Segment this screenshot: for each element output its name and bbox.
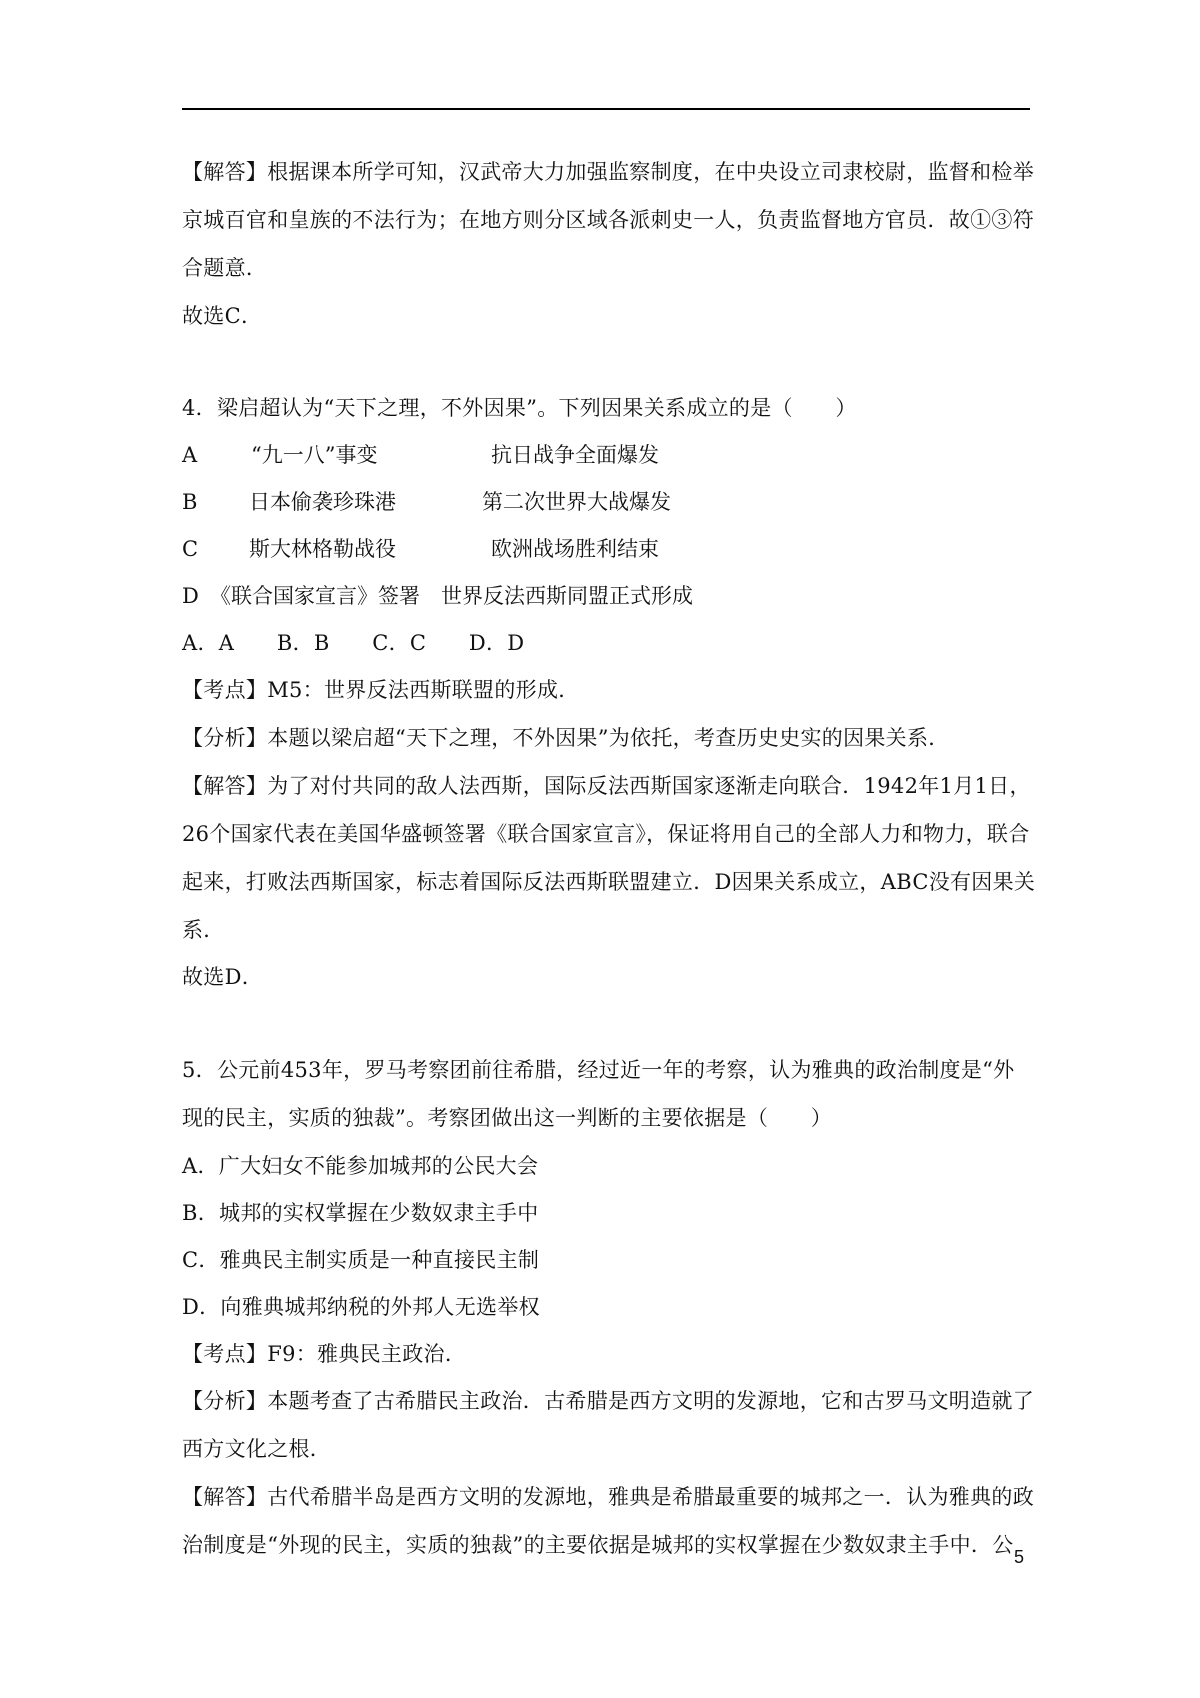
- q4-choice: 故选D．: [182, 965, 264, 989]
- q5-option-d: D．向雅典城邦纳税的外邦人无选举权: [182, 1295, 540, 1319]
- q4-answer-choices: A．A B．B C．C D．D: [182, 631, 525, 655]
- q4-option-a-letter: A: [182, 443, 198, 467]
- q5-fenxi-line-1: 【分析】本题考查了古希腊民主政治．古希腊是西方文明的发源地，它和古罗马文明造就了: [182, 1389, 1034, 1413]
- q5-stem-line-1: 5．公元前453年，罗马考察团前往希腊，经过近一年的考察，认为雅典的政治制度是“外: [182, 1058, 1015, 1082]
- q4-jieda-line-2: 26个国家代表在美国华盛顿签署《联合国家宣言》，保证将用自己的全部人力和物力，联合: [182, 822, 1030, 846]
- page-number: 5: [1014, 1547, 1025, 1567]
- header-rule: [182, 108, 1030, 110]
- q4-option-d-effect: 世界反法西斯同盟正式形成: [441, 584, 693, 608]
- q4-option-a-effect: 抗日战争全面爆发: [491, 443, 659, 467]
- q4-option-c-cause: 斯大林格勒战役: [249, 537, 396, 561]
- q3-answer-line-2: 京城百官和皇族的不法行为；在地方则分区域各派刺史一人，负责监督地方官员．故①③符: [182, 208, 1034, 232]
- q5-option-a: A．广大妇女不能参加城邦的公民大会: [182, 1154, 539, 1178]
- q4-stem: 4．梁启超认为“天下之理，不外因果”。下列因果关系成立的是（ ）: [182, 396, 857, 420]
- q4-option-b-cause: 日本偷袭珍珠港: [249, 490, 396, 514]
- q4-kaodian: 【考点】M5：世界反法西斯联盟的形成．: [182, 678, 580, 702]
- q4-option-a-cause: “九一八”事变: [251, 443, 378, 467]
- q5-jieda-line-2: 治制度是“外现的民主，实质的独裁”的主要依据是城邦的实权掌握在少数奴隶主手中．公: [182, 1533, 1014, 1557]
- q4-option-c-letter: C: [182, 537, 199, 561]
- q5-option-b: B．城邦的实权掌握在少数奴隶主手中: [182, 1201, 539, 1225]
- q4-option-c-effect: 欧洲战场胜利结束: [491, 537, 659, 561]
- q5-fenxi-line-2: 西方文化之根．: [182, 1437, 332, 1461]
- q4-option-d-cause: 《联合国家宣言》签署: [210, 584, 420, 608]
- q3-choice: 故选C．: [182, 304, 263, 328]
- q4-option-d-letter: D: [182, 584, 199, 608]
- q3-answer-line-1: 【解答】根据课本所学可知，汉武帝大力加强监察制度，在中央设立司隶校尉，监督和检举: [182, 160, 1034, 184]
- q4-jieda-line-3: 起来，打败法西斯国家，标志着国际反法西斯联盟建立．D因果关系成立，ABC没有因果关: [182, 870, 1036, 894]
- q5-stem-line-2: 现的民主，实质的独裁”。考察团做出这一判断的主要依据是（ ）: [182, 1106, 833, 1130]
- q4-option-b-letter: B: [182, 490, 198, 514]
- q4-fenxi: 【分析】本题以梁启超“天下之理，不外因果”为依托，考查历史史实的因果关系．: [182, 726, 950, 750]
- q5-option-c: C．雅典民主制实质是一种直接民主制: [182, 1248, 540, 1272]
- q5-jieda-line-1: 【解答】古代希腊半岛是西方文明的发源地，雅典是希腊最重要的城邦之一．认为雅典的政: [182, 1485, 1034, 1509]
- q4-option-b-effect: 第二次世界大战爆发: [482, 490, 671, 514]
- q3-answer-line-3: 合题意．: [182, 256, 268, 280]
- q4-jieda-line-4: 系．: [182, 918, 225, 942]
- q4-jieda-line-1: 【解答】为了对付共同的敌人法西斯，国际反法西斯国家逐渐走向联合．1942年1月1日，: [182, 774, 1031, 798]
- q5-kaodian: 【考点】F9：雅典民主政治．: [182, 1342, 467, 1366]
